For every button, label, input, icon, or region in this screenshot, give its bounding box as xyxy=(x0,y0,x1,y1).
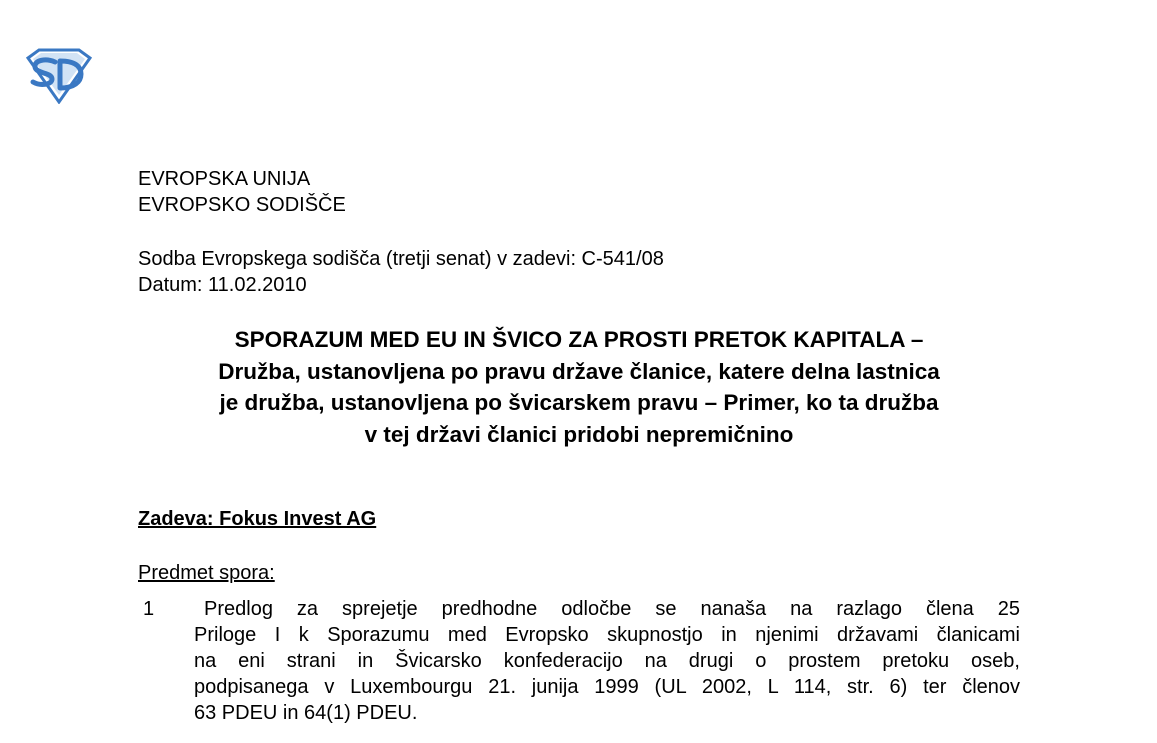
case-party: Zadeva: Fokus Invest AG xyxy=(138,508,377,530)
document-title xyxy=(138,324,1020,450)
paragraph-text xyxy=(194,596,1020,726)
paragraph-number: 1 xyxy=(143,598,155,620)
paragraph-line: 63 PDEU in 64(1) PDEU. xyxy=(194,702,418,724)
title-line: v tej državi članici pridobi nepremičnino xyxy=(364,421,794,447)
paragraph-line: na eni strani in Švicarsko konfederacijo na drugi o prostem pretoku oseb, xyxy=(194,650,1020,672)
paragraph-line: Predlog za sprejetje predhodne odločbe se nanaša na razlago člena 25 xyxy=(204,598,1020,620)
title-line: Družba, ustanovljena po pravu države članice, katere delna lastnica xyxy=(218,358,940,384)
paragraph-line: Priloge I k Sporazumu med Evropsko skupnostjo in njenimi državami članicami xyxy=(194,624,1020,646)
paragraph-line: podpisanega v Luxembourgu 21. junija 1999 (UL 2002, L 114, str. 6) ter členov xyxy=(194,676,1020,698)
sd-logo xyxy=(22,48,96,104)
diamond-logo-icon xyxy=(22,48,96,104)
court-header xyxy=(138,166,346,218)
case-judgment: Sodba Evropskega sodišča (tretji senat) v zadevi: C-541/08 xyxy=(138,248,664,270)
title-line: je družba, ustanovljena po švicarskem pravu – Primer, ko ta družba xyxy=(219,390,939,415)
header-union: EVROPSKA UNIJA xyxy=(138,168,311,190)
case-date: Datum: 11.02.2010 xyxy=(138,274,307,296)
case-info xyxy=(138,246,664,298)
title-line: SPORAZUM MED EU IN ŠVICO ZA PROSTI PRETOK KAPITALA – xyxy=(234,327,924,352)
header-court: EVROPSKO SODIŠČE xyxy=(138,194,346,216)
subject-heading: Predmet spora: xyxy=(138,562,275,584)
